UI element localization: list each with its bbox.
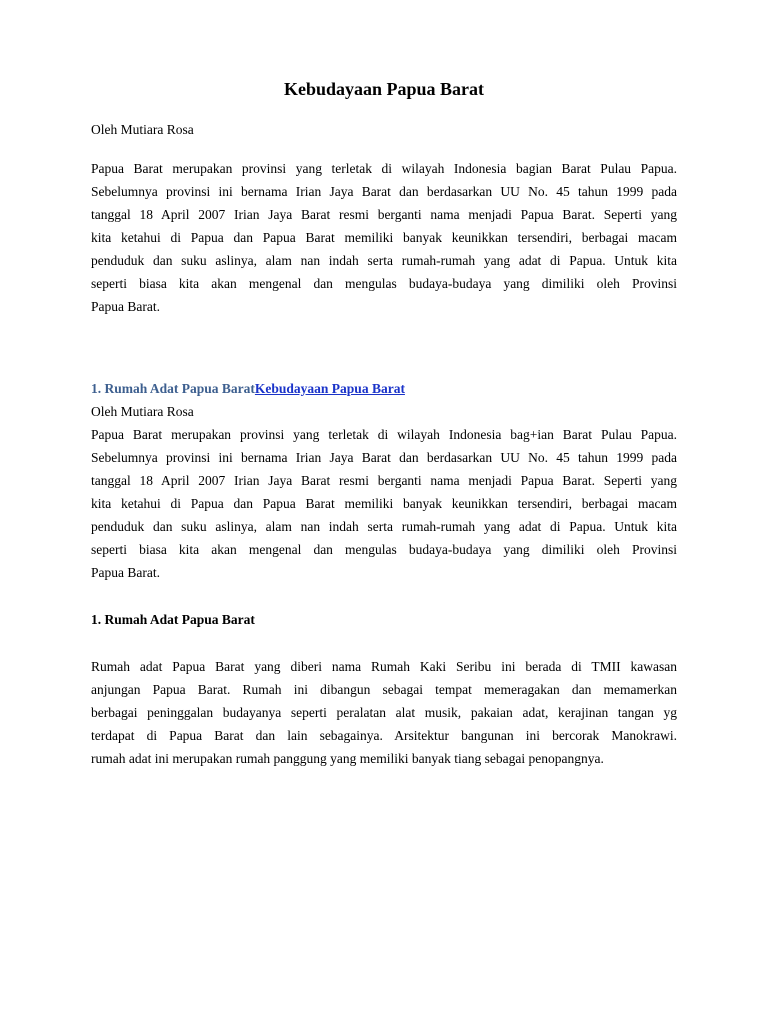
rumah-line: rumah adat ini merupakan rumah panggung yang memiliki banyak tiang sebagai penopangnya. xyxy=(91,751,604,766)
repeat-line: Papua Barat. xyxy=(91,565,160,580)
repeat-line: Papua Barat merupakan provinsi yang terletak di wilayah Indonesia bag+ian Barat Pulau Papua. xyxy=(91,427,677,442)
rumah-line: terdapat di Papua Barat dan lain sebagainya. Arsitektur bangunan ini bercorak Manokrawi. xyxy=(91,728,677,743)
repeat-paragraph xyxy=(91,423,677,584)
intro-line: Sebelumnya provinsi ini bernama Irian Jaya Barat dan berdasarkan UU No. 45 tahun 1999 pada xyxy=(91,184,677,199)
rumah-line: berbagai peninggalan budayanya seperti peralatan alat musik, pakaian adat, kerajinan tangan yg xyxy=(91,705,677,720)
section-heading-blue: 1. Rumah Adat Papua Barat xyxy=(91,381,255,396)
author-line: Oleh Mutiara Rosa xyxy=(91,122,194,137)
rumah-line: Rumah adat Papua Barat yang diberi nama Rumah Kaki Seribu ini berada di TMII kawasan xyxy=(91,659,677,674)
intro-line: penduduk dan suku aslinya, alam nan indah serta rumah-rumah yang adat di Papua. Untuk kita xyxy=(91,253,677,268)
repeat-line: penduduk dan suku aslinya, alam nan indah serta rumah-rumah yang adat di Papua. Untuk kita xyxy=(91,519,677,534)
repeat-line: seperti biasa kita akan mengenal dan mengulas budaya-budaya yang dimiliki oleh Provinsi xyxy=(91,542,677,557)
intro-line: kita ketahui di Papua dan Papua Barat memiliki banyak keunikkan tersendiri, berbagai macam xyxy=(91,230,677,245)
kebudayaan-link[interactable]: Kebudayaan Papua Barat xyxy=(254,381,405,396)
repeat-line: Sebelumnya provinsi ini bernama Irian Jaya Barat dan berdasarkan UU No. 45 tahun 1999 pada xyxy=(91,450,677,465)
intro-paragraph xyxy=(91,157,677,318)
section-heading: 1. Rumah Adat Papua Barat xyxy=(91,612,255,627)
author-line-repeat: Oleh Mutiara Rosa xyxy=(91,404,194,419)
intro-line: seperti biasa kita akan mengenal dan mengulas budaya-budaya yang dimiliki oleh Provinsi xyxy=(91,276,677,291)
rumah-adat-paragraph xyxy=(91,655,677,770)
intro-line: Papua Barat merupakan provinsi yang terletak di wilayah Indonesia bagian Barat Pulau Papua. xyxy=(91,161,677,176)
intro-line: tanggal 18 April 2007 Irian Jaya Barat resmi berganti nama menjadi Papua Barat. Seperti yang xyxy=(91,207,677,222)
rumah-line: anjungan Papua Barat. Rumah ini dibangun sebagai tempat memeragakan dan memamerkan xyxy=(91,682,677,697)
document-title: Kebudayaan Papua Barat xyxy=(283,79,485,99)
document-page xyxy=(91,76,677,770)
intro-line: Papua Barat. xyxy=(91,299,160,314)
repeat-line: tanggal 18 April 2007 Irian Jaya Barat resmi berganti nama menjadi Papua Barat. Seperti yang xyxy=(91,473,677,488)
section-heading-with-link xyxy=(91,377,677,400)
repeat-line: kita ketahui di Papua dan Papua Barat memiliki banyak keunikkan tersendiri, berbagai macam xyxy=(91,496,677,511)
